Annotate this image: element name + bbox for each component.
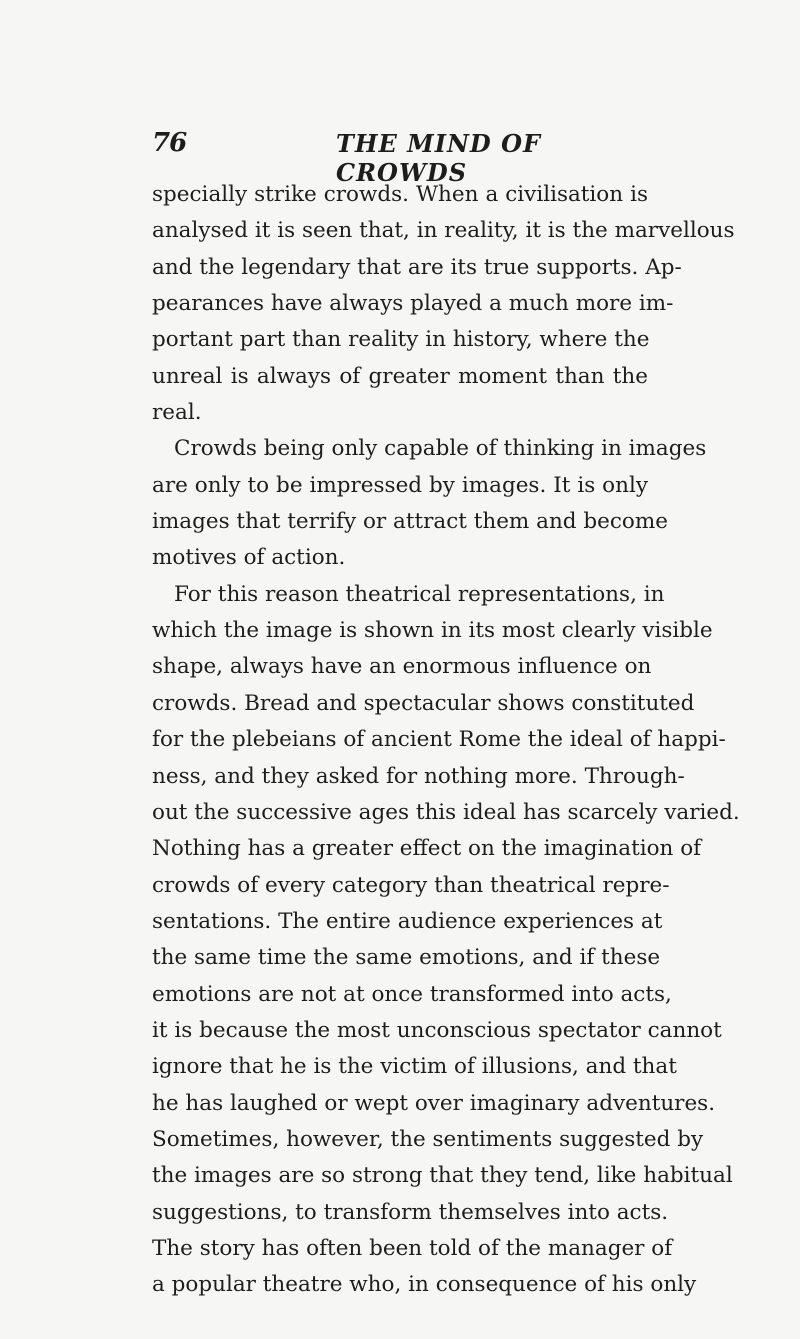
text-line: crowds. Bread and spectacular shows constituted bbox=[152, 690, 695, 716]
text-line: real. bbox=[152, 400, 202, 426]
text-line: specially strike crowds. When a civilisation is bbox=[152, 182, 648, 207]
text-line: Sometimes, however, the sentiments suggested by bbox=[152, 1126, 704, 1152]
text-line: ignore that he is the victim of illusions, and that bbox=[152, 1054, 677, 1080]
text-line: For this reason theatrical representations, in bbox=[174, 581, 665, 607]
text-line: it is because the most unconscious spectator cannot bbox=[152, 1017, 722, 1043]
text-line: for the plebeians of ancient Rome the ideal of happi- bbox=[152, 727, 726, 753]
text-line: out the successive ages this ideal has scarcely varied. bbox=[152, 799, 740, 825]
running-title: THE MIND OF CROWDS bbox=[336, 129, 542, 187]
text-line: pearances have always played a much more im- bbox=[152, 291, 674, 317]
text-line: Crowds being only capable of thinking in images bbox=[174, 436, 707, 462]
page-number: 76 bbox=[152, 128, 187, 158]
text-line: sentations. The entire audience experiences at bbox=[152, 908, 663, 934]
text-line: the same time the same emotions, and if these bbox=[152, 945, 661, 971]
text-line: The story has often been told of the manager of bbox=[152, 1235, 673, 1261]
text-line: images that terrify or attract them and become bbox=[152, 509, 668, 535]
text-line: motives of action. bbox=[152, 545, 346, 571]
text-line: emotions are not at once transformed into acts, bbox=[152, 981, 672, 1007]
text-line: Nothing has a greater effect on the imagination of bbox=[152, 836, 702, 862]
body-text bbox=[152, 177, 740, 1304]
text-line: which the image is shown in its most clearly visible bbox=[152, 618, 713, 644]
text-line: unreal is always of greater moment than the bbox=[152, 363, 648, 389]
text-line: a popular theatre who, in consequence of his only bbox=[152, 1272, 697, 1298]
text-line: and the legendary that are its true supports. Ap- bbox=[152, 254, 682, 280]
text-line: are only to be impressed by images. It is only bbox=[152, 472, 648, 498]
text-line: suggestions, to transform themselves into acts. bbox=[152, 1199, 669, 1225]
text-line: crowds of every category than theatrical repre- bbox=[152, 872, 670, 898]
text-line: the images are so strong that they tend, like habitual bbox=[152, 1163, 733, 1189]
text-line: analysed it is seen that, in reality, it is the marvellous bbox=[152, 218, 735, 244]
text-line: shape, always have an enormous influence on bbox=[152, 654, 652, 680]
text-line: ness, and they asked for nothing more. Through- bbox=[152, 763, 685, 789]
page-header bbox=[152, 128, 647, 187]
text-line: portant part than reality in history, where the bbox=[152, 327, 650, 353]
text-line: he has laughed or wept over imaginary adventures. bbox=[152, 1090, 716, 1116]
